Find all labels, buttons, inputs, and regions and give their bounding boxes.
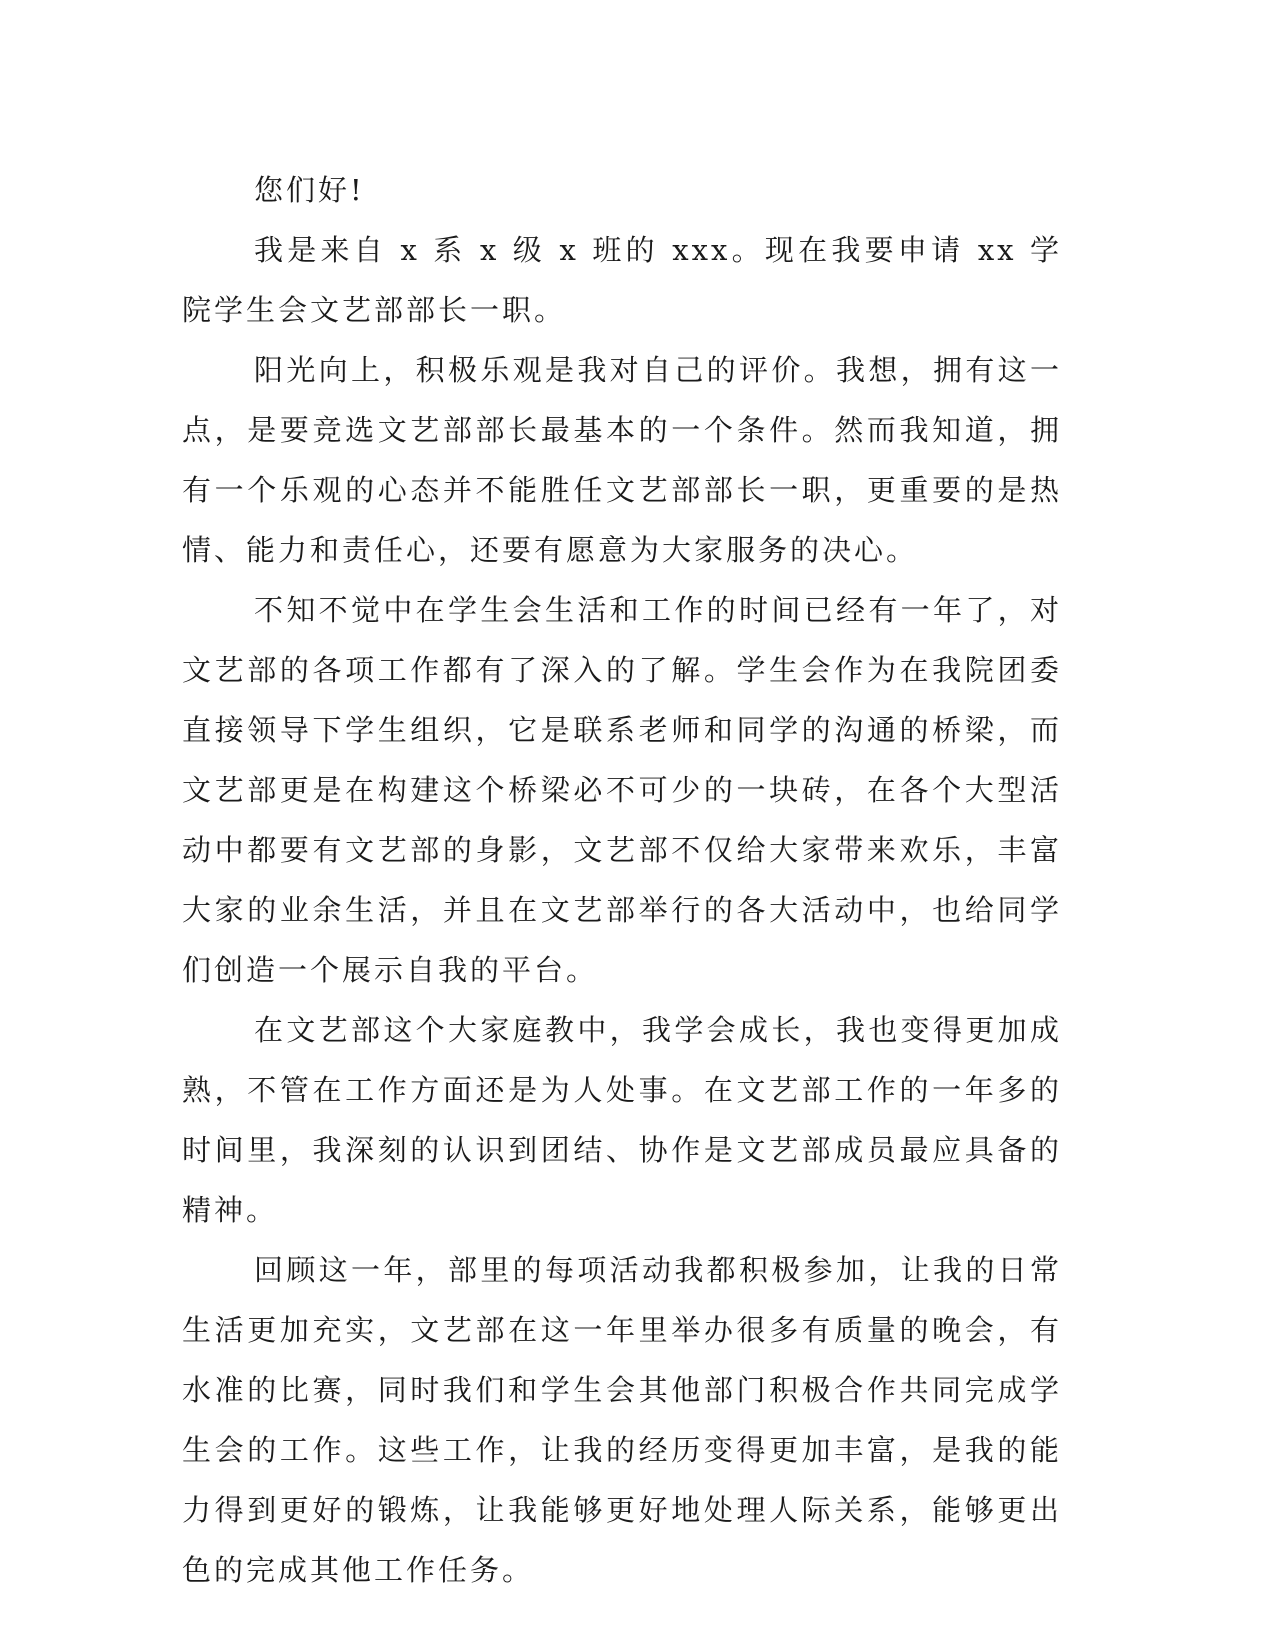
paragraph: 不知不觉中在学生会生活和工作的时间已经有一年了，对文艺部的各项工作都有了深入的了解。学生会作为在我院团委直接领导下学生组织，它是联系老师和同学的沟通的桥梁，而文艺部更是在构建这个桥梁必不可少的一块砖，在各个大型活动中都要有文艺部的身影，文艺部不仅给大家带来欢乐，丰富大家的业余生活，并且在文艺部举行的各大活动中，也给同学们创造一个展示自我的平台。 [182,593,1062,987]
paragraph: 我是来自 x 系 x 级 x 班的 xxx。现在我要申请 xx 学院学生会文艺部部长一职。 [182,233,1062,327]
document-body [182,160,1062,1600]
greeting-paragraph: 您们好! [254,173,365,207]
paragraph: 在文艺部这个大家庭教中，我学会成长，我也变得更加成熟，不管在工作方面还是为人处事。在文艺部工作的一年多的时间里，我深刻的认识到团结、协作是文艺部成员最应具备的精神。 [182,1013,1062,1227]
paragraph: 阳光向上，积极乐观是我对自己的评价。我想，拥有这一点，是要竞选文艺部部长最基本的一个条件。然而我知道，拥有一个乐观的心态并不能胜任文艺部部长一职，更重要的是热情、能力和责任心，还要有愿意为大家服务的决心。 [182,353,1062,567]
paragraph: 回顾这一年，部里的每项活动我都积极参加，让我的日常生活更加充实，文艺部在这一年里举办很多有质量的晚会，有水准的比赛，同时我们和学生会其他部门积极合作共同完成学生会的工作。这些工作，让我的经历变得更加丰富，是我的能力得到更好的锻炼，让我能够更好地处理人际关系，能够更出色的完成其他工作任务。 [182,1253,1062,1587]
